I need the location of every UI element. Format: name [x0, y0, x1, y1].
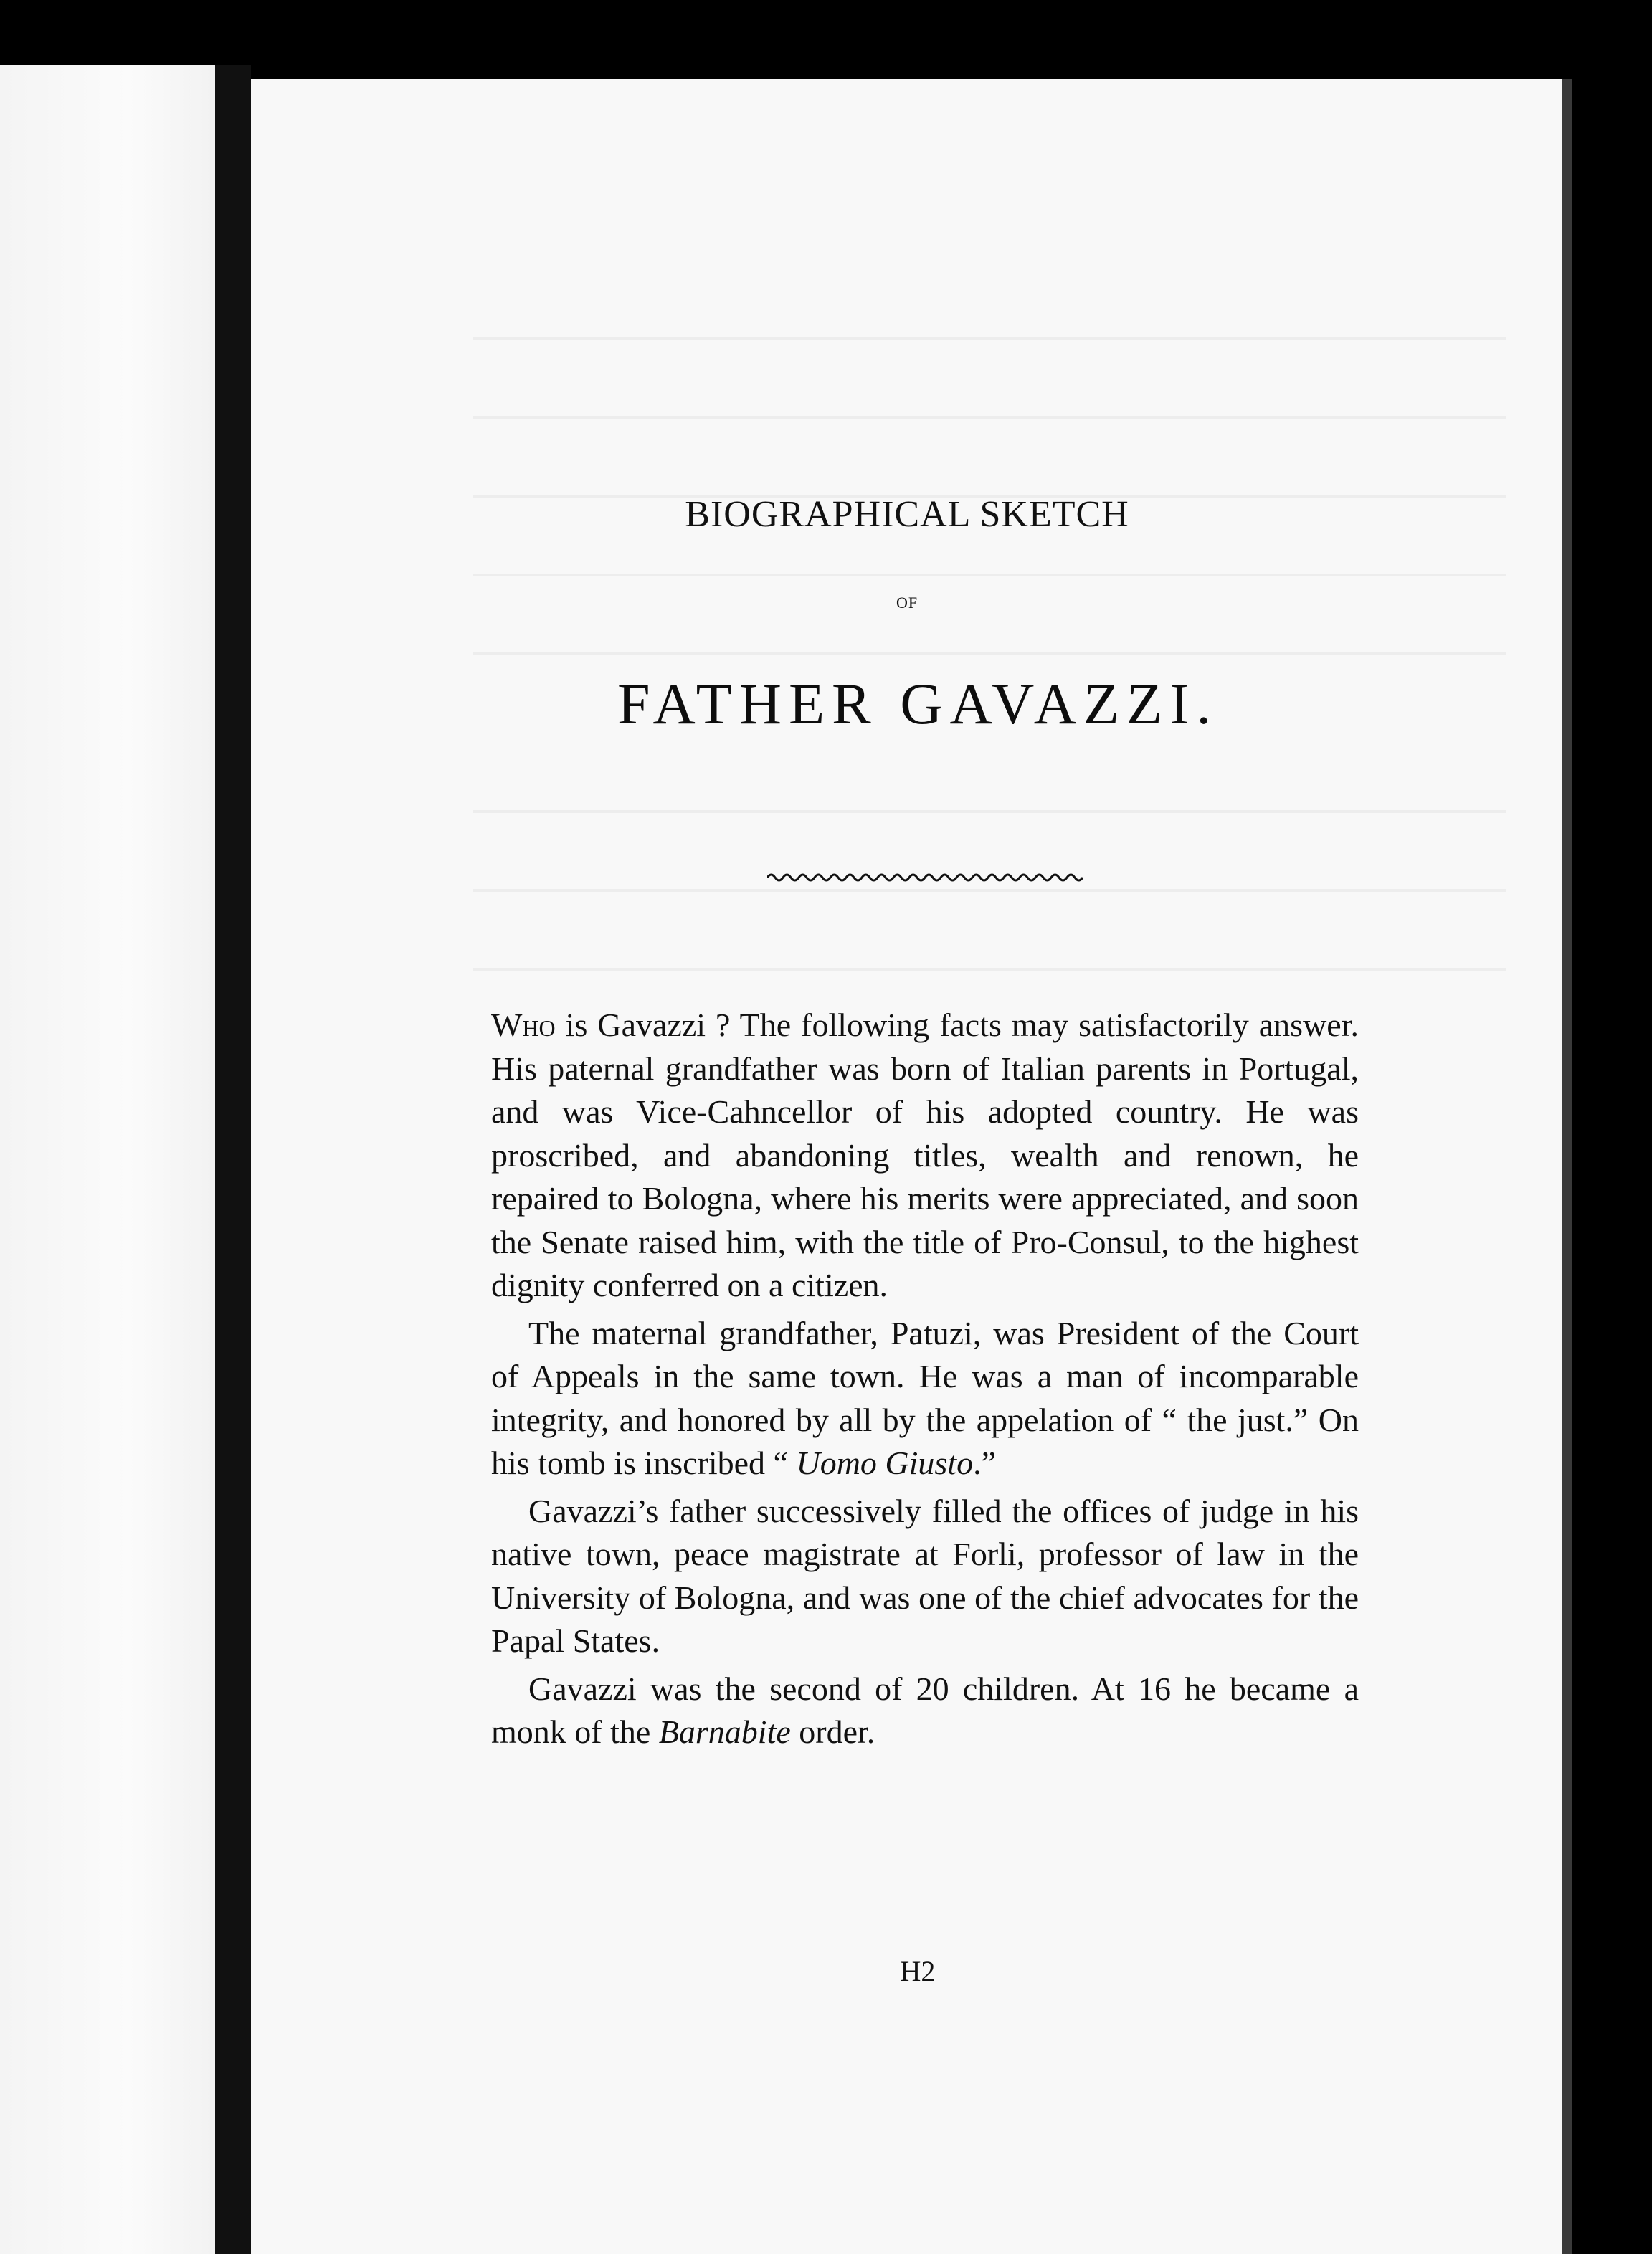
italic-phrase: Uomo Giusto [796, 1445, 974, 1481]
page-subject-name: FATHER GAVAZZI. [617, 671, 1218, 736]
bleed-through-line [473, 416, 1506, 419]
paragraph-1 [491, 1004, 1359, 1308]
page-edge-shadow [1562, 79, 1572, 2254]
bleed-through-line [473, 889, 1506, 892]
bleed-through-line [473, 810, 1506, 813]
paragraph-text: Gavazzi was the second of 20 children. At 16 he became a monk of the [491, 1670, 1359, 1750]
bleed-through-line [473, 968, 1506, 971]
book-gutter [215, 65, 251, 2254]
bleed-through-line [473, 337, 1506, 340]
page [251, 79, 1562, 2254]
paragraph-3 [491, 1490, 1359, 1663]
title-connector: OF [896, 594, 918, 612]
ornamental-rule [767, 869, 1083, 886]
paragraph-lead-word: Who [491, 1007, 556, 1043]
paragraph-4 [491, 1668, 1359, 1754]
paragraph-2 [491, 1312, 1359, 1485]
paragraph-text: The maternal grandfather, Patuzi, was President of the Court of Appeals in the same town. He was a man of incomparable integrity, and honored by all by the appelation of “ the just.” On his tomb is inscribed “ [491, 1314, 1359, 1481]
body-text [491, 1004, 1359, 1754]
paragraph-text: Gavazzi’s father successively filled the offices of judge in his native town, peace magistrate at Forli, professor of law in the University of Bologna, and was one of the chief advocates for the Papal States. [491, 1492, 1359, 1659]
paragraph-tail: .” [973, 1445, 997, 1481]
paragraph-text: is Gavazzi ? The following facts may satisfactorily answer. His paternal grandfather was born of Italian parents in Portugal, and was Vice-Cahncellor of his adopted country. He was proscribed, and abandoning titles, wealth and renown, he repaired to Bologna, where his merits were appreciated, and soon the Senate raised him, with the title of Pro-Consul, to the highest dignity conferred on a citizen. [491, 1007, 1359, 1303]
bleed-through-line [473, 652, 1506, 655]
paragraph-tail: order. [790, 1713, 875, 1750]
left-page-edge [0, 65, 215, 2254]
page-signature-mark: H2 [900, 1955, 936, 1987]
italic-phrase: Barnabite [658, 1713, 791, 1750]
bleed-through-line [473, 574, 1506, 576]
page-title: BIOGRAPHICAL SKETCH [685, 494, 1129, 535]
